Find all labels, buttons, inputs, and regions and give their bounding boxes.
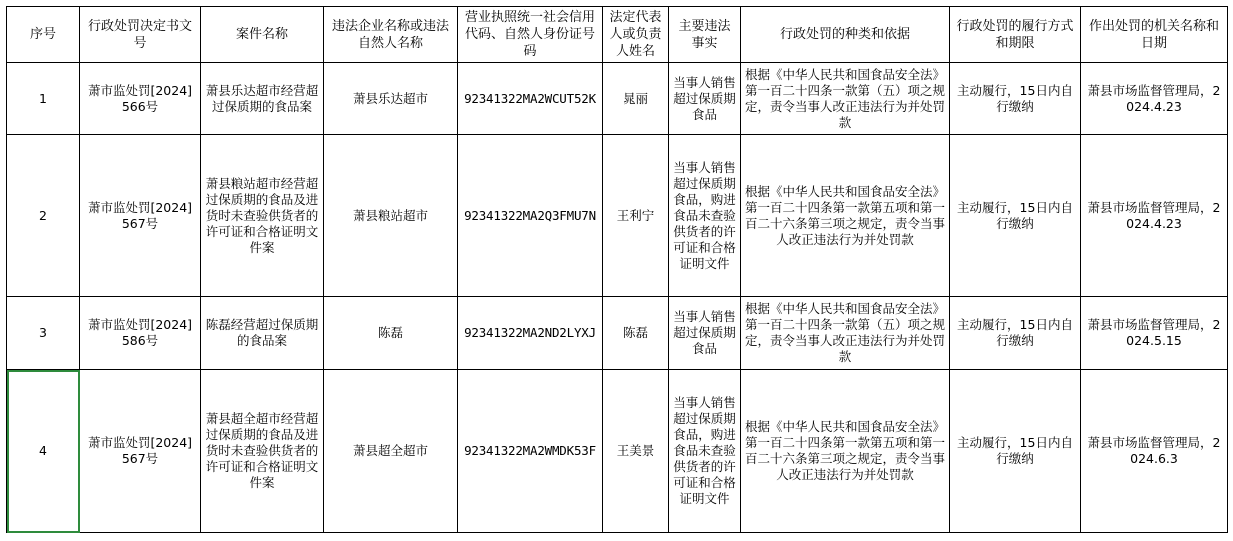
cell-perform[interactable]: 主动履行，15日内自行缴纳	[950, 370, 1081, 533]
cell-fact[interactable]: 当事人销售超过保质期食品	[669, 297, 741, 370]
cell-party[interactable]: 萧县粮站超市	[324, 135, 458, 297]
table-row	[7, 297, 1228, 370]
cell-basis[interactable]: 根据《中华人民共和国食品安全法》第一百二十四条第一款第五项和第一百二十六条第三项之规定，责令当事人改正违法行为并处罚款	[741, 135, 950, 297]
header-cell-party[interactable]: 违法企业名称或违法自然人名称	[324, 7, 458, 63]
cell-org[interactable]: 萧县市场监督管理局，2024.6.3	[1081, 370, 1228, 533]
cell-case[interactable]: 萧县粮站超市经营超过保质期的食品及进货时未查验供货者的许可证和合格证明文件案	[201, 135, 324, 297]
table-row	[7, 63, 1228, 135]
table-row	[7, 370, 1228, 533]
cell-fact[interactable]: 当事人销售超过保质期食品，购进食品未查验供货者的许可证和合格证明文件	[669, 135, 741, 297]
header-cell-code[interactable]: 营业执照统一社会信用代码、自然人身份证号码	[458, 7, 603, 63]
header-cell-rep[interactable]: 法定代表人或负责人姓名	[603, 7, 669, 63]
cell-org[interactable]: 萧县市场监督管理局，2024.5.15	[1081, 297, 1228, 370]
cell-no-selected[interactable]: 4	[7, 370, 80, 533]
cell-rep[interactable]: 晁丽	[603, 63, 669, 135]
cell-perform[interactable]: 主动履行，15日内自行缴纳	[950, 63, 1081, 135]
header-row	[7, 7, 1228, 63]
cell-doc[interactable]: 萧市监处罚[2024]586号	[80, 297, 201, 370]
cell-doc[interactable]: 萧市监处罚[2024]567号	[80, 370, 201, 533]
cell-rep[interactable]: 王利宁	[603, 135, 669, 297]
header-cell-no[interactable]: 序号	[7, 7, 80, 63]
cell-party[interactable]: 陈磊	[324, 297, 458, 370]
cell-no[interactable]: 2	[7, 135, 80, 297]
penalty-table	[6, 6, 1228, 533]
header-cell-fact[interactable]: 主要违法事实	[669, 7, 741, 63]
cell-code[interactable]: 92341322MA2WMDK53F	[458, 370, 603, 533]
cell-fact[interactable]: 当事人销售超过保质期食品，购进食品未查验供货者的许可证和合格证明文件	[669, 370, 741, 533]
cell-rep[interactable]: 陈磊	[603, 297, 669, 370]
cell-basis[interactable]: 根据《中华人民共和国食品安全法》第一百二十四条一款第（五）项之规定，责令当事人改正违法行为并处罚款	[741, 63, 950, 135]
cell-code[interactable]: 92341322MA2WCUT52K	[458, 63, 603, 135]
cell-rep[interactable]: 王美景	[603, 370, 669, 533]
cell-code[interactable]: 92341322MA2ND2LYXJ	[458, 297, 603, 370]
cell-case[interactable]: 萧县乐达超市经营超过保质期的食品案	[201, 63, 324, 135]
cell-case[interactable]: 陈磊经营超过保质期的食品案	[201, 297, 324, 370]
cell-basis[interactable]: 根据《中华人民共和国食品安全法》第一百二十四条第一款第五项和第一百二十六条第三项之规定，责令当事人改正违法行为并处罚款	[741, 370, 950, 533]
cell-basis[interactable]: 根据《中华人民共和国食品安全法》第一百二十四条一款第（五）项之规定，责令当事人改正违法行为并处罚款	[741, 297, 950, 370]
cell-perform[interactable]: 主动履行，15日内自行缴纳	[950, 135, 1081, 297]
table-row	[7, 135, 1228, 297]
cell-no[interactable]: 1	[7, 63, 80, 135]
cell-org[interactable]: 萧县市场监督管理局，2024.4.23	[1081, 63, 1228, 135]
cell-doc[interactable]: 萧市监处罚[2024]567号	[80, 135, 201, 297]
cell-no[interactable]: 3	[7, 297, 80, 370]
cell-org[interactable]: 萧县市场监督管理局，2024.4.23	[1081, 135, 1228, 297]
header-cell-org[interactable]: 作出处罚的机关名称和日期	[1081, 7, 1228, 63]
cell-party[interactable]: 萧县乐达超市	[324, 63, 458, 135]
cell-party[interactable]: 萧县超全超市	[324, 370, 458, 533]
header-cell-perform[interactable]: 行政处罚的履行方式和期限	[950, 7, 1081, 63]
cell-perform[interactable]: 主动履行，15日内自行缴纳	[950, 297, 1081, 370]
cell-code[interactable]: 92341322MA2Q3FMU7N	[458, 135, 603, 297]
cell-case[interactable]: 萧县超全超市经营超过保质期的食品及进货时未查验供货者的许可证和合格证明文件案	[201, 370, 324, 533]
cell-fact[interactable]: 当事人销售超过保质期食品	[669, 63, 741, 135]
cell-doc[interactable]: 萧市监处罚[2024]566号	[80, 63, 201, 135]
header-cell-basis[interactable]: 行政处罚的种类和依据	[741, 7, 950, 63]
header-cell-case[interactable]: 案件名称	[201, 7, 324, 63]
header-cell-doc[interactable]: 行政处罚决定书文号	[80, 7, 201, 63]
